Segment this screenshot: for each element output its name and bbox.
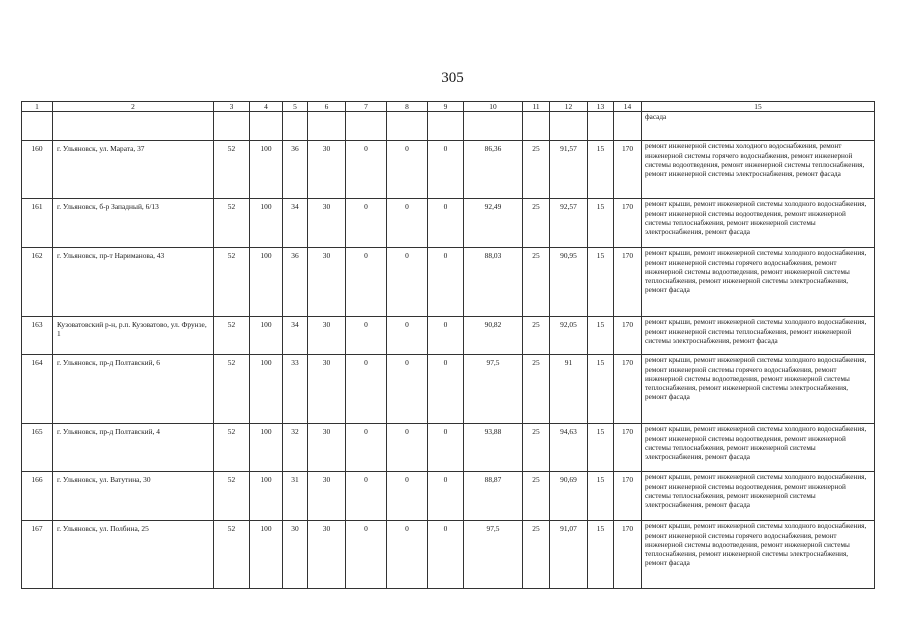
col13-cell: 15 <box>588 472 614 521</box>
col7-cell: 0 <box>346 424 387 472</box>
col13-cell: 15 <box>588 141 614 199</box>
address-cell: г. Ульяновск, ул. Полбина, 25 <box>53 521 214 589</box>
col14-cell: 170 <box>614 199 642 248</box>
col3-cell: 52 <box>214 317 250 355</box>
col5-cell: 36 <box>283 141 308 199</box>
col10-cell: 92,49 <box>464 199 523 248</box>
col8-cell: 0 <box>387 317 428 355</box>
col3-cell: 52 <box>214 521 250 589</box>
row-number: 161 <box>22 199 53 248</box>
work-cell: ремонт крыши, ремонт инженерной системы холодного водоснабжения, ремонт инженерной системы водоотведения, ремонт инженерной системы теплоснабжения, ремонт инженерной системы электроснабжения, ремонт фасада <box>642 199 875 248</box>
row-number: 166 <box>22 472 53 521</box>
col6-cell: 30 <box>308 355 346 424</box>
work-cell: ремонт крыши, ремонт инженерной системы холодного водоснабжения, ремонт инженерной системы горячего водоснабжения, ремонт инженерной системы водоотведения, ремонт инженерной системы теплоснабжения, ремонт инженерной системы электроснабжения, ремонт фасада <box>642 355 875 424</box>
work-cell: фасада <box>642 112 875 141</box>
col9-cell: 0 <box>428 355 464 424</box>
col8-cell: 0 <box>387 521 428 589</box>
col10-cell: 97,5 <box>464 521 523 589</box>
row-number: 167 <box>22 521 53 589</box>
col4-cell: 100 <box>250 248 283 317</box>
col3-cell: 52 <box>214 199 250 248</box>
work-cell: ремонт инженерной системы холодного водоснабжения, ремонт инженерной системы горячего водоснабжения, ремонт инженерной системы водоотведения, ремонт инженерной системы теплоснабжения, ремонт инженерной системы электроснабжения, ремонт фасада <box>642 141 875 199</box>
col4-cell: 100 <box>250 424 283 472</box>
col7-cell: 0 <box>346 141 387 199</box>
table-row <box>22 317 875 355</box>
col8-cell: 0 <box>387 248 428 317</box>
col10-cell: 88,03 <box>464 248 523 317</box>
column-number: 14 <box>614 102 642 112</box>
col6-cell: 30 <box>308 141 346 199</box>
column-number: 10 <box>464 102 523 112</box>
col12-cell: 91 <box>550 355 588 424</box>
column-number: 15 <box>642 102 875 112</box>
col12-cell: 90,69 <box>550 472 588 521</box>
col5-cell: 31 <box>283 472 308 521</box>
col8-cell: 0 <box>387 355 428 424</box>
col13-cell: 15 <box>588 355 614 424</box>
address-cell: г. Ульяновск, ул. Ватутина, 30 <box>53 472 214 521</box>
col13-cell: 15 <box>588 424 614 472</box>
col12-cell: 90,95 <box>550 248 588 317</box>
col7-cell: 0 <box>346 199 387 248</box>
col10-cell: 97,5 <box>464 355 523 424</box>
col4-cell: 100 <box>250 317 283 355</box>
table-row <box>22 424 875 472</box>
row-number: 162 <box>22 248 53 317</box>
address-cell: г. Ульяновск, пр-д Полтавский, 4 <box>53 424 214 472</box>
column-number: 11 <box>523 102 550 112</box>
table-row <box>22 521 875 589</box>
col11-cell: 25 <box>523 317 550 355</box>
col8-cell: 0 <box>387 141 428 199</box>
col10-cell: 86,36 <box>464 141 523 199</box>
col7-cell: 0 <box>346 355 387 424</box>
col11-cell: 25 <box>523 248 550 317</box>
col14-cell: 170 <box>614 355 642 424</box>
col3-cell: 52 <box>214 424 250 472</box>
col6-cell: 30 <box>308 521 346 589</box>
col13-cell: 15 <box>588 521 614 589</box>
col7-cell: 0 <box>346 317 387 355</box>
col14-cell: 170 <box>614 424 642 472</box>
address-cell: г. Ульяновск, б-р Западный, 6/13 <box>53 199 214 248</box>
col5-cell: 33 <box>283 355 308 424</box>
col9-cell: 0 <box>428 317 464 355</box>
col6-cell: 30 <box>308 248 346 317</box>
col9-cell: 0 <box>428 521 464 589</box>
col9-cell: 0 <box>428 248 464 317</box>
col11-cell: 25 <box>523 521 550 589</box>
column-number-row <box>22 102 875 112</box>
col6-cell: 30 <box>308 199 346 248</box>
col12-cell: 91,07 <box>550 521 588 589</box>
col3-cell: 52 <box>214 472 250 521</box>
col12-cell: 92,57 <box>550 199 588 248</box>
row-number: 165 <box>22 424 53 472</box>
table-row <box>22 472 875 521</box>
col13-cell: 15 <box>588 317 614 355</box>
column-number: 2 <box>53 102 214 112</box>
col12-cell: 92,05 <box>550 317 588 355</box>
page-number: 305 <box>441 70 464 86</box>
col5-cell: 36 <box>283 248 308 317</box>
col10-cell: 90,82 <box>464 317 523 355</box>
col6-cell: 30 <box>308 472 346 521</box>
col7-cell: 0 <box>346 248 387 317</box>
col9-cell: 0 <box>428 424 464 472</box>
row-number: 160 <box>22 141 53 199</box>
col10-cell: 88,87 <box>464 472 523 521</box>
column-number: 13 <box>588 102 614 112</box>
col3-cell: 52 <box>214 355 250 424</box>
work-cell: ремонт крыши, ремонт инженерной системы холодного водоснабжения, ремонт инженерной системы водоотведения, ремонт инженерной системы теплоснабжения, ремонт инженерной системы электроснабжения, ремонт фасада <box>642 472 875 521</box>
col4-cell: 100 <box>250 355 283 424</box>
col11-cell: 25 <box>523 141 550 199</box>
column-number: 6 <box>308 102 346 112</box>
address-cell: г. Ульяновск, ул. Марата, 37 <box>53 141 214 199</box>
col6-cell: 30 <box>308 317 346 355</box>
col3-cell: 52 <box>214 248 250 317</box>
column-number: 1 <box>22 102 53 112</box>
col11-cell: 25 <box>523 355 550 424</box>
col5-cell: 34 <box>283 199 308 248</box>
col4-cell: 100 <box>250 521 283 589</box>
col7-cell: 0 <box>346 472 387 521</box>
col7-cell: 0 <box>346 521 387 589</box>
col4-cell: 100 <box>250 199 283 248</box>
row-number: 164 <box>22 355 53 424</box>
col14-cell: 170 <box>614 141 642 199</box>
col9-cell: 0 <box>428 199 464 248</box>
work-cell: ремонт крыши, ремонт инженерной системы холодного водоснабжения, ремонт инженерной системы водоотведения, ремонт инженерной системы теплоснабжения, ремонт инженерной системы электроснабжения, ремонт фасада <box>642 424 875 472</box>
column-number: 7 <box>346 102 387 112</box>
col8-cell: 0 <box>387 199 428 248</box>
column-number: 3 <box>214 102 250 112</box>
row-number: 163 <box>22 317 53 355</box>
col14-cell: 170 <box>614 521 642 589</box>
address-cell: г. Ульяновск, пр-д Полтавский, 6 <box>53 355 214 424</box>
col14-cell: 170 <box>614 317 642 355</box>
work-cell: ремонт крыши, ремонт инженерной системы холодного водоснабжения, ремонт инженерной системы горячего водоснабжения, ремонт инженерной системы водоотведения, ремонт инженерной системы теплоснабжения, ремонт инженерной системы электроснабжения, ремонт фасада <box>642 248 875 317</box>
col11-cell: 25 <box>523 199 550 248</box>
table-row <box>22 199 875 248</box>
column-number: 8 <box>387 102 428 112</box>
col8-cell: 0 <box>387 424 428 472</box>
continuation-row <box>22 112 875 141</box>
address-cell: Кузоватовский р-н, р.п. Кузоватово, ул. Фрунзе, 1 <box>53 317 214 355</box>
col5-cell: 32 <box>283 424 308 472</box>
col9-cell: 0 <box>428 141 464 199</box>
col14-cell: 170 <box>614 472 642 521</box>
col3-cell: 52 <box>214 141 250 199</box>
col5-cell: 34 <box>283 317 308 355</box>
work-cell: ремонт крыши, ремонт инженерной системы холодного водоснабжения, ремонт инженерной системы горячего водоснабжения, ремонт инженерной системы водоотведения, ремонт инженерной системы теплоснабжения, ремонт инженерной системы электроснабжения, ремонт фасада <box>642 521 875 589</box>
col12-cell: 91,57 <box>550 141 588 199</box>
col13-cell: 15 <box>588 199 614 248</box>
table-row <box>22 355 875 424</box>
column-number: 5 <box>283 102 308 112</box>
col11-cell: 25 <box>523 424 550 472</box>
repair-table <box>21 101 875 589</box>
col14-cell: 170 <box>614 248 642 317</box>
col11-cell: 25 <box>523 472 550 521</box>
column-number: 4 <box>250 102 283 112</box>
col10-cell: 93,88 <box>464 424 523 472</box>
col13-cell: 15 <box>588 248 614 317</box>
col5-cell: 30 <box>283 521 308 589</box>
column-number: 9 <box>428 102 464 112</box>
table-row <box>22 141 875 199</box>
col12-cell: 94,63 <box>550 424 588 472</box>
table-row <box>22 248 875 317</box>
address-cell: г. Ульяновск, пр-т Нариманова, 43 <box>53 248 214 317</box>
col8-cell: 0 <box>387 472 428 521</box>
col4-cell: 100 <box>250 141 283 199</box>
col4-cell: 100 <box>250 472 283 521</box>
column-number: 12 <box>550 102 588 112</box>
col6-cell: 30 <box>308 424 346 472</box>
col9-cell: 0 <box>428 472 464 521</box>
work-cell: ремонт крыши, ремонт инженерной системы холодного водоснабжения, ремонт инженерной системы теплоснабжения, ремонт инженерной системы электроснабжения, ремонт фасада <box>642 317 875 355</box>
